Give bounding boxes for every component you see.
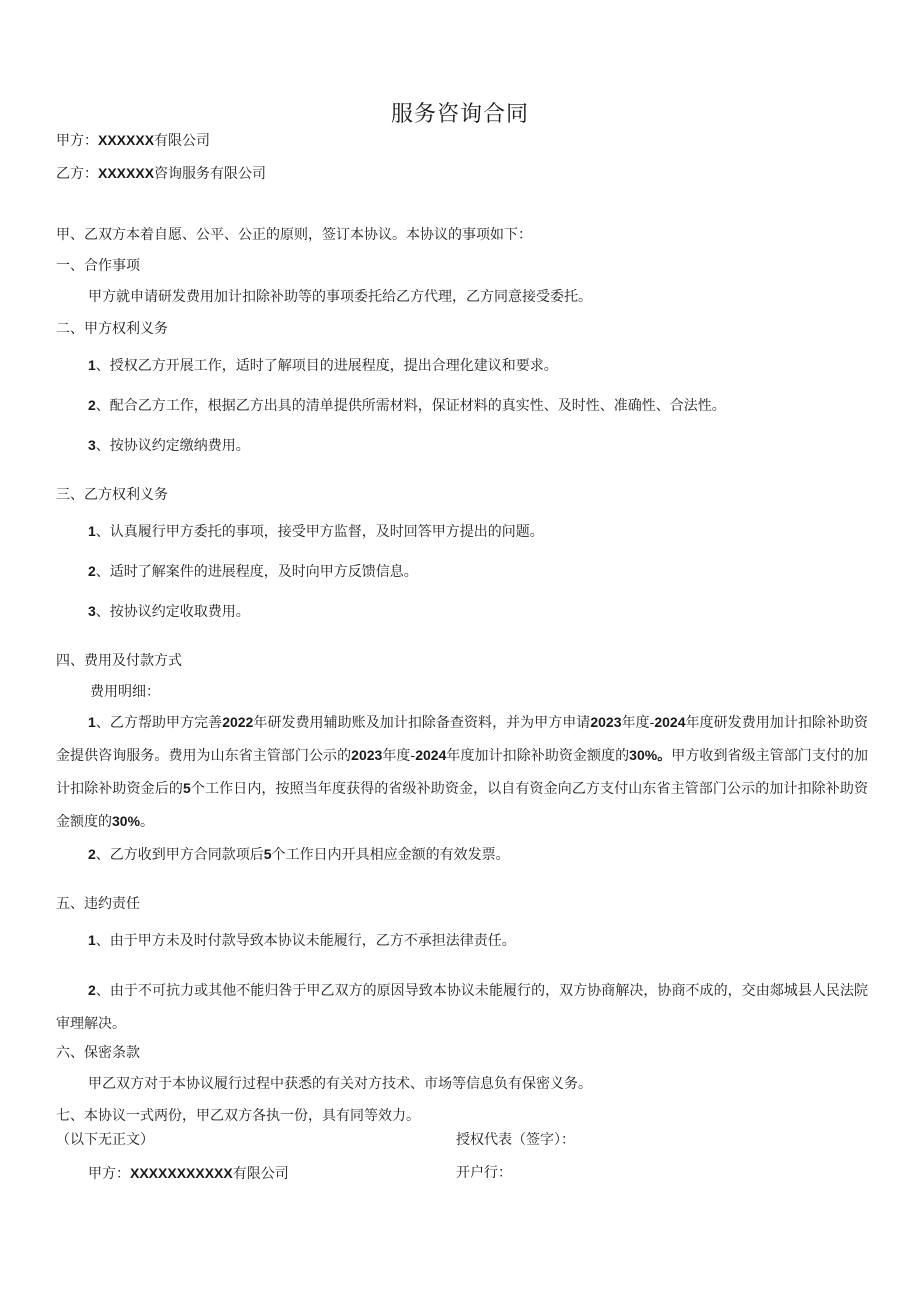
para-text: 年度加计扣除补助资金额度的 (446, 748, 630, 764)
party-b-label: 乙方： (56, 166, 98, 182)
item-text: 、由于甲方未及时付款导致本协议未能履行，乙方不承担法律责任。 (95, 933, 516, 949)
para-text: 、乙方帮助甲方完善 (95, 715, 223, 731)
item-text: 、由于不可抗力或其他不能归咎于甲乙双方的原因导致本协议未能履行的，双方协商解决，协商不成的，交由郯城县人民法院审理解决。 (56, 983, 868, 1032)
party-a-name-suffix: 有限公司 (232, 1166, 289, 1182)
section-6-body: 甲乙双方对于本协议履行过程中获悉的有关对方技术、市场等信息负有保密义务。 (88, 1076, 592, 1092)
section-6-heading: 六、保密条款 (56, 1045, 140, 1061)
party-b-line (56, 163, 266, 184)
section-4-heading: 四、费用及付款方式 (56, 653, 182, 669)
party-a-name-suffix: 有限公司 (154, 133, 211, 149)
section-2-item-3 (88, 435, 250, 456)
party-b-name-code: XXXXXX (98, 165, 155, 181)
section-2-heading: 二、甲方权利义务 (56, 321, 168, 337)
days-value: 5 (263, 846, 272, 862)
section-5-item-1 (88, 930, 516, 951)
percent-value: 30%。 (629, 747, 672, 763)
para-text: 甲方收到省级主管部门支付的加计扣除补助资金后的 (56, 748, 869, 797)
party-a-name-code: XXXXXXXXXXX (130, 1165, 233, 1181)
authorized-representative-label: 授权代表（签字）： (456, 1132, 575, 1148)
party-a-name-code: XXXXXX (98, 132, 155, 148)
section-1-body: 甲方就申请研发费用加计扣除补助等的事项委托给乙方代理，乙方同意接受委托。 (88, 289, 592, 305)
item-number: 2 (88, 397, 96, 413)
party-a-line (56, 130, 210, 151)
section-3-item-2 (88, 561, 418, 582)
section-5-heading: 五、违约责任 (56, 896, 140, 912)
para-text: 个工作日内开具相应金额的有效发票。 (271, 847, 510, 863)
section-3-heading: 三、乙方权利义务 (56, 487, 168, 503)
section-2-item-2 (88, 395, 726, 416)
section-7-text: 七、本协议一式两份，甲乙双方各执一份，具有同等效力。 (56, 1108, 420, 1124)
item-text: 、按协议约定收取费用。 (95, 604, 250, 620)
fee-paragraph-2 (88, 844, 510, 865)
item-number: 2 (88, 563, 96, 579)
item-number: 1 (88, 523, 96, 539)
party-a-label: 甲方： (56, 133, 98, 149)
year-value: 2024 (654, 714, 686, 730)
year-value: 2022 (222, 714, 254, 730)
section-1-heading: 一、合作事项 (56, 258, 140, 274)
item-number: 1 (88, 357, 96, 373)
party-a-label: 甲方： (88, 1166, 130, 1182)
para-text: 年度- (621, 715, 655, 731)
fee-details-label: 费用明细： (90, 684, 160, 700)
item-number: 2 (88, 982, 96, 998)
para-text: 年研发费用辅助账及加计扣除备查资料，并为甲方申请 (253, 715, 591, 731)
item-number: 3 (88, 437, 96, 453)
percent-value: 30% (112, 813, 141, 829)
party-b-name-suffix: 咨询服务有限公司 (154, 166, 267, 182)
section-2-item-1 (88, 355, 558, 376)
year-value: 2024 (415, 747, 447, 763)
item-text: 、授权乙方开展工作，适时了解项目的进展程度，提出合理化建议和要求。 (95, 358, 558, 374)
item-text: 、适时了解案件的进展程度，及时向甲方反馈信息。 (95, 564, 418, 580)
fee-paragraph-1 (56, 706, 868, 838)
document-title: 服务咨询合同 (390, 102, 529, 127)
para-text: 、乙方收到甲方合同款项后 (95, 847, 264, 863)
item-text: 、认真履行甲方委托的事项，接受甲方监督，及时回答甲方提出的问题。 (95, 524, 544, 540)
para-text: 年度研发费用加计扣除补助资金提供咨询服务。费用为山东省主管部门公示的 (56, 715, 869, 764)
item-number: 1 (88, 932, 96, 948)
item-text: 、按协议约定缴纳费用。 (95, 438, 250, 454)
days-value: 5 (182, 780, 191, 796)
intro-text: 甲、乙双方本着自愿、公平、公正的原则，签订本协议。本协议的事项如下： (56, 227, 532, 243)
para-number: 1 (88, 714, 96, 730)
year-value: 2023 (590, 714, 622, 730)
item-text: 、配合乙方工作，根据乙方出具的清单提供所需材料，保证材料的真实性、及时性、准确性、合法性。 (95, 398, 726, 414)
bank-label: 开户行： (456, 1165, 512, 1181)
para-number: 2 (88, 846, 96, 862)
year-value: 2023 (351, 747, 383, 763)
para-text: 年度- (382, 748, 416, 764)
item-number: 3 (88, 603, 96, 619)
section-3-item-3 (88, 601, 250, 622)
section-5-item-2 (56, 974, 868, 1041)
signature-party-a (88, 1163, 289, 1184)
para-text: 。 (140, 814, 155, 830)
no-further-text-note: （以下无正文） (56, 1132, 154, 1148)
section-3-item-1 (88, 521, 544, 542)
para-text: 个工作日内，按照当年度获得的省级补助资金，以自有资金向乙方支付山东省主管部门公示的加计扣除补助资金额度的 (56, 781, 869, 830)
